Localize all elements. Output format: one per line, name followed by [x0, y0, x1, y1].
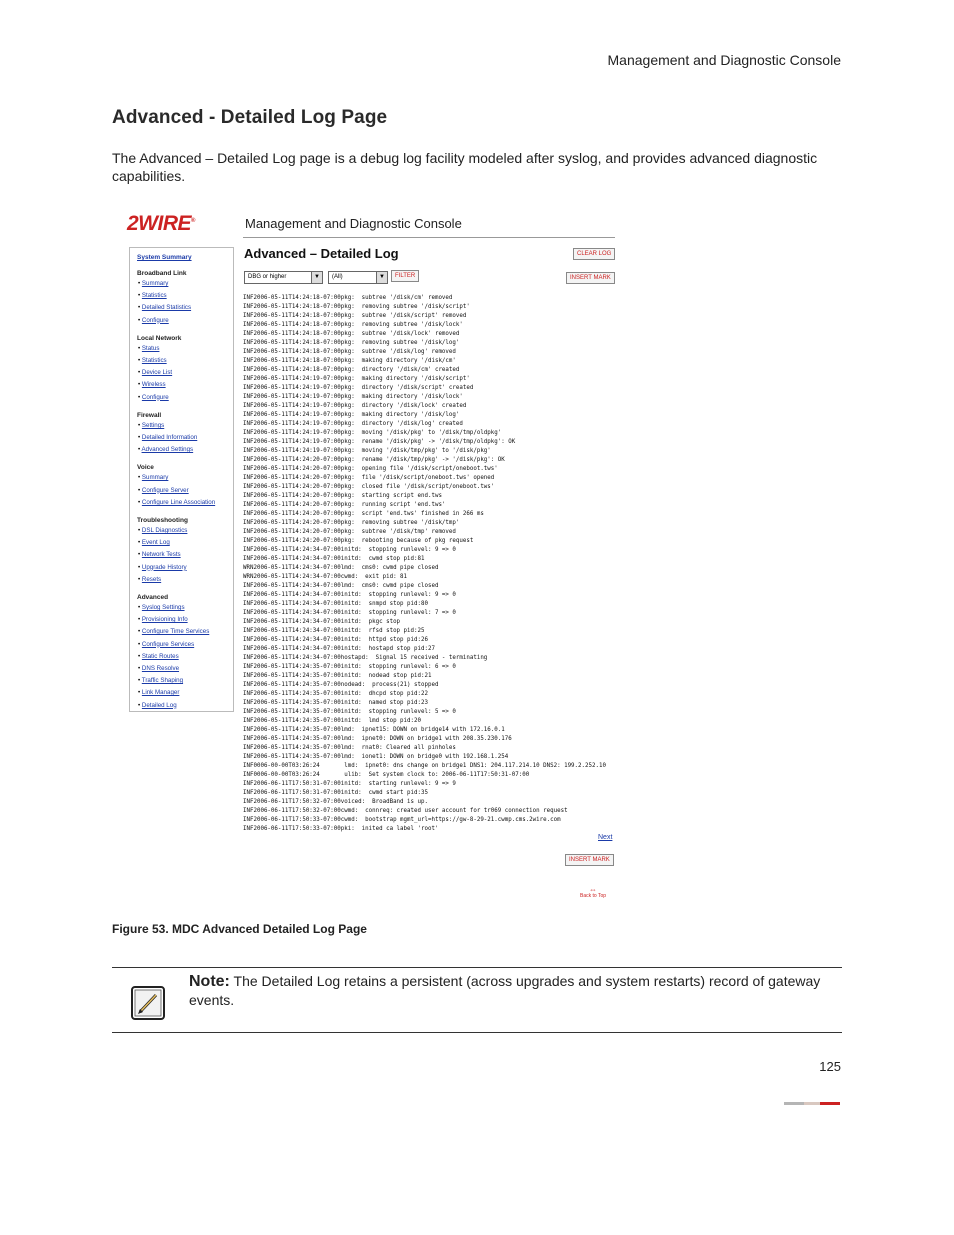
sidebar-item-configure-server[interactable]: • Configure Server — [138, 486, 189, 494]
bullet-icon: • — [138, 280, 142, 287]
bullet-icon: • — [138, 628, 142, 636]
page-heading: Advanced – Detailed Log — [244, 246, 399, 261]
sidebar-item-summary[interactable]: • Summary — [138, 280, 169, 287]
log-line: INF2006-05-11T14:24:20-07:00pkg: rename '/disk/tmp/pkg' -> '/disk/pkg': OK — [243, 457, 505, 463]
header-divider — [243, 237, 615, 238]
bullet-icon: • — [138, 381, 142, 389]
log-line: INF2006-05-11T14:24:34-07:00hostapd: Signal 15 received - terminating — [243, 655, 488, 661]
log-line: WRN2006-05-11T14:24:34-07:00lmd: cms0: cwmd pipe closed — [243, 565, 439, 571]
clear-log-button[interactable]: CLEAR LOG — [573, 248, 615, 260]
log-line: INF2006-05-11T14:24:34-07:00initd: pkgc stop — [243, 619, 401, 625]
bullet-icon: • — [138, 369, 142, 377]
log-line: INF2006-05-11T14:24:34-07:00lmd: cms0: cwmd pipe closed — [243, 583, 439, 589]
log-line: WRN2006-05-11T14:24:34-07:00cwmd: exit pid: 81 — [243, 574, 408, 580]
note-pencil-icon — [130, 985, 166, 1021]
sidebar-section-broadband-link: Broadband Link — [137, 270, 187, 277]
insert-mark-button-bottom[interactable]: INSERT MARK — [565, 854, 614, 866]
bullet-icon: • — [138, 640, 142, 648]
note-text: Note: The Detailed Log retains a persistent (across upgrades and system restarts) record of gateway events. — [189, 973, 821, 1008]
log-line: INF2006-05-11T14:24:18-07:00pkg: directory '/disk/cm' created — [243, 367, 460, 373]
figure-caption: Figure 53. MDC Advanced Detailed Log Page — [112, 922, 367, 936]
bullet-icon: • — [138, 434, 142, 441]
log-line: INF2006-05-11T14:24:35-07:00nodead: process(21) stopped — [243, 682, 439, 688]
log-line: INF0006-00-00T03:26:24 lmd: ipnet0: dns change on bridge1 DNS1: 204.117.214.10 DNS2: 199.2.252.10 — [243, 763, 606, 769]
log-line: INF2006-06-11T17:50:32-07:00cwmd: connreq: created user account for tr069 connection request — [243, 808, 568, 814]
section-title: Advanced - Detailed Log Page — [112, 107, 388, 128]
sidebar-item-provisioning-info[interactable]: • Provisioning Info — [138, 616, 188, 624]
sidebar-section-firewall: Firewall — [137, 411, 162, 419]
bullet-icon: • — [138, 551, 142, 559]
sidebar-item-configure-time-services[interactable]: • Configure Time Services — [138, 628, 210, 636]
bullet-icon: • — [138, 304, 142, 312]
bullet-icon: • — [138, 474, 142, 482]
sidebar-item-wireless[interactable]: • Wireless — [138, 381, 166, 389]
sidebar-item-dsl-diagnostics[interactable]: • DSL Diagnostics — [138, 527, 188, 534]
log-line: INF2006-05-11T14:24:20-07:00pkg: running script 'end.tws' — [243, 502, 446, 508]
log-line: INF2006-06-11T17:50:31-07:00initd: starting runlevel: 9 => 9 — [243, 781, 456, 787]
log-line: INF2006-05-11T14:24:34-07:00initd: stopping runlevel: 9 => 0 — [243, 592, 456, 598]
log-line: INF2006-05-11T14:24:19-07:00pkg: moving '/disk/pkg' to '/disk/tmp/oldpkg' — [243, 430, 502, 436]
log-line: INF2006-06-11T17:50:33-07:00pki: inited ca label 'root' — [243, 826, 439, 832]
log-line: INF2006-05-11T14:24:19-07:00pkg: directory '/disk/lock' created — [243, 403, 467, 409]
chevron-down-icon: ▼ — [311, 272, 322, 283]
log-line: INF2006-05-11T14:24:35-07:00initd: nodead stop pid:21 — [243, 673, 432, 679]
sidebar-item-network-tests[interactable]: • Network Tests — [138, 551, 181, 559]
2wire-logo: 2WIRE® — [127, 212, 195, 235]
bullet-icon: • — [138, 393, 142, 401]
sidebar-item-device-list[interactable]: • Device List — [138, 369, 173, 377]
log-line: INF2006-05-11T14:24:18-07:00pkg: removing subtree '/disk/log' — [243, 340, 460, 346]
log-line: INF2006-05-11T14:24:18-07:00pkg: subtree '/disk/cm' removed — [243, 295, 453, 301]
log-line: INF2006-05-11T14:24:34-07:00initd: httpd stop pid:26 — [243, 637, 428, 643]
log-line: INF2006-06-11T17:50:31-07:00initd: cwmd start pid:35 — [243, 790, 428, 796]
bullet-icon: • — [138, 652, 142, 660]
sidebar-item-advanced-settings[interactable]: • Advanced Settings — [138, 446, 194, 454]
log-line: INF2006-06-11T17:50:33-07:00cwmd: bootstrap mgmt_url=https://gw-8-29-21.cwmp.cms.2wire.com — [243, 817, 561, 823]
bullet-icon: • — [138, 316, 142, 324]
bullet-icon: • — [138, 604, 142, 611]
detailed-log — [243, 294, 606, 834]
sidebar-item-configure-services[interactable]: • Configure Services — [138, 640, 195, 648]
log-line: INF2006-05-11T14:24:35-07:00initd: named stop pid:23 — [243, 700, 428, 706]
footer-accent-bar — [784, 1102, 840, 1105]
bullet-icon: • — [138, 575, 142, 583]
log-line: INF2006-05-11T14:24:34-07:00initd: snmpd stop pid:80 — [243, 601, 428, 607]
bullet-icon: • — [138, 446, 142, 454]
sidebar-section-voice: Voice — [137, 464, 154, 472]
chevron-down-icon: ▼ — [376, 272, 387, 283]
bullet-icon: • — [138, 677, 142, 685]
log-line: INF2006-05-11T14:24:35-07:00initd: stopping runlevel: 5 => 0 — [243, 709, 456, 715]
sidebar-item-configure-line-association[interactable]: • Configure Line Association — [138, 498, 216, 506]
log-line: INF2006-05-11T14:24:20-07:00pkg: script 'end.tws' finished in 266 ms — [243, 511, 484, 517]
log-line: INF2006-05-11T14:24:18-07:00pkg: subtree '/disk/script' removed — [243, 313, 467, 319]
level-select[interactable]: DBG or higher ▼ — [244, 271, 323, 284]
log-line: INF2006-05-11T14:24:35-07:00initd: lmd stop pid:20 — [243, 718, 421, 724]
log-line: INF2006-05-11T14:24:18-07:00pkg: subtree '/disk/lock' removed — [243, 331, 460, 337]
log-line: INF2006-05-11T14:24:20-07:00pkg: closed file '/disk/script/oneboot.tws' — [243, 484, 495, 490]
log-line: INF0006-00-00T03:26:24 ulib: Set system clock to: 2006-06-11T17:50:31-07:00 — [243, 772, 530, 778]
log-line: INF2006-05-11T14:24:19-07:00pkg: directory '/disk/log' created — [243, 421, 463, 427]
sidebar-item-status[interactable]: • Status — [138, 344, 160, 352]
bullet-icon: • — [138, 701, 142, 709]
bullet-icon: • — [138, 344, 142, 352]
sidebar-item-configure[interactable]: • Configure — [138, 316, 169, 324]
sidebar-item-configure[interactable]: • Configure — [138, 393, 169, 401]
log-line: INF2006-05-11T14:24:34-07:00initd: rfsd stop pid:25 — [243, 628, 425, 634]
note-divider-top — [112, 967, 842, 968]
sidebar-item-dns-resolve[interactable]: • DNS Resolve — [138, 665, 180, 672]
log-line: INF2006-06-11T17:50:32-07:00voiced: BroadBand is up. — [243, 799, 428, 805]
log-line: INF2006-05-11T14:24:19-07:00pkg: making directory '/disk/script' — [243, 376, 470, 382]
log-line: INF2006-05-11T14:24:35-07:00lmd: rnat0: Cleared all pinholes — [243, 745, 456, 751]
sidebar-item-settings[interactable]: • Settings — [138, 421, 165, 429]
bullet-icon: • — [138, 292, 142, 300]
up-arrow-icon: ⇔ — [589, 885, 598, 894]
sidebar-item-resets[interactable]: • Resets — [138, 575, 162, 583]
sidebar-item-detailed-log[interactable]: • Detailed Log — [138, 701, 177, 709]
bullet-icon: • — [138, 498, 142, 506]
sidebar-item-traffic-shaping[interactable]: • Traffic Shaping — [138, 677, 184, 685]
bullet-icon: • — [138, 421, 142, 429]
log-line: INF2006-05-11T14:24:19-07:00pkg: rename '/disk/pkg' -> '/disk/tmp/oldpkg': OK — [243, 439, 516, 445]
sidebar-item-statistics[interactable]: • Statistics — [138, 357, 167, 364]
log-line: INF2006-05-11T14:24:35-07:00lmd: ionet1: DOWN on bridge0 with 192.168.1.254 — [243, 754, 509, 760]
sidebar-item-event-log[interactable]: • Event Log — [138, 539, 170, 547]
sidebar-item-link-manager[interactable]: • Link Manager — [138, 689, 180, 697]
log-line: INF2006-05-11T14:24:20-07:00pkg: opening file '/disk/script/oneboot.tws' — [243, 466, 498, 472]
log-line: INF2006-05-11T14:24:35-07:00lmd: ipnet0: DOWN on bridge1 with 208.35.230.176 — [243, 736, 512, 742]
log-line: INF2006-05-11T14:24:18-07:00pkg: removing subtree '/disk/lock' — [243, 322, 463, 328]
log-line: INF2006-05-11T14:24:18-07:00pkg: making directory '/disk/cm' — [243, 358, 456, 364]
log-line: INF2006-05-11T14:24:18-07:00pkg: subtree '/disk/log' removed — [243, 349, 456, 355]
sidebar-item-system-summary[interactable]: System Summary — [137, 254, 192, 261]
bullet-icon: • — [138, 665, 142, 672]
sidebar-item-upgrade-history[interactable]: • Upgrade History — [138, 563, 187, 571]
log-line: INF2006-05-11T14:24:18-07:00pkg: removing subtree '/disk/script' — [243, 304, 470, 310]
console-title: Management and Diagnostic Console — [245, 216, 462, 231]
sidebar-item-statistics[interactable]: • Statistics — [138, 292, 167, 300]
log-line: INF2006-05-11T14:24:19-07:00pkg: making directory '/disk/lock' — [243, 394, 463, 400]
log-line: INF2006-05-11T14:24:20-07:00pkg: rebooting because of pkg request — [243, 538, 474, 544]
bullet-icon: • — [138, 486, 142, 494]
bullet-icon: • — [138, 616, 142, 624]
log-line: INF2006-05-11T14:24:35-07:00initd: dhcpd stop pid:22 — [243, 691, 428, 697]
log-line: INF2006-05-11T14:24:20-07:00pkg: removing subtree '/disk/tmp' — [243, 520, 460, 526]
sidebar-nav — [129, 247, 234, 712]
page-number: 125 — [819, 1059, 841, 1074]
log-line: INF2006-05-11T14:24:34-07:00initd: stopping runlevel: 7 => 0 — [243, 610, 456, 616]
log-line: INF2006-05-11T14:24:34-07:00initd: cwmd stop pid:81 — [243, 556, 425, 562]
log-line: INF2006-05-11T14:24:35-07:00lmd: ipnet15: DOWN on bridge14 with 172.16.0.1 — [243, 727, 505, 733]
insert-mark-button[interactable]: INSERT MARK — [566, 272, 615, 284]
bullet-icon: • — [138, 689, 142, 697]
bullet-icon: • — [138, 563, 142, 571]
bullet-icon: • — [138, 539, 142, 547]
back-to-top-link[interactable]: ⇔ Back to Top — [580, 885, 607, 899]
note-divider-bottom — [112, 1032, 842, 1033]
sidebar-item-static-routes[interactable]: • Static Routes — [138, 652, 179, 660]
log-line: INF2006-05-11T14:24:19-07:00pkg: directory '/disk/script' created — [243, 385, 474, 391]
log-line: INF2006-05-11T14:24:20-07:00pkg: subtree '/disk/tmp' removed — [243, 529, 456, 535]
bullet-icon: • — [138, 357, 142, 364]
filter-button[interactable]: FILTER — [391, 270, 419, 282]
next-link[interactable]: Next — [598, 834, 613, 841]
sidebar-section-troubleshooting: Troubleshooting — [137, 517, 188, 524]
sidebar-item-detailed-statistics[interactable]: • Detailed Statistics — [138, 304, 192, 312]
sidebar-item-summary[interactable]: • Summary — [138, 474, 169, 482]
log-line: INF2006-05-11T14:24:20-07:00pkg: file '/disk/script/oneboot.tws' opened — [243, 475, 495, 481]
sidebar-section-local-network: Local Network — [137, 334, 182, 342]
running-header: Management and Diagnostic Console — [607, 52, 841, 68]
intro-paragraph: The Advanced – Detailed Log page is a debug log facility modeled after syslog, and provides advanced diagnostic capabilities. — [112, 150, 818, 184]
sidebar-item-detailed-information[interactable]: • Detailed Information — [138, 434, 198, 441]
sidebar-section-advanced: Advanced — [137, 594, 169, 601]
log-line: INF2006-05-11T14:24:34-07:00initd: stopping runlevel: 9 => 0 — [243, 547, 456, 553]
sidebar-item-syslog-settings[interactable]: • Syslog Settings — [138, 604, 185, 611]
source-select[interactable]: (All) ▼ — [328, 271, 388, 284]
log-line: INF2006-05-11T14:24:20-07:00pkg: starting script end.tws — [243, 493, 442, 499]
log-line: INF2006-05-11T14:24:35-07:00initd: stopping runlevel: 6 => 0 — [243, 664, 456, 670]
log-line: INF2006-05-11T14:24:19-07:00pkg: moving '/disk/tmp/pkg' to '/disk/pkg' — [243, 448, 491, 454]
log-line: INF2006-05-11T14:24:19-07:00pkg: making directory '/disk/log' — [243, 412, 460, 418]
bullet-icon: • — [138, 527, 142, 534]
mdc-screenshot — [125, 210, 620, 900]
log-line: INF2006-05-11T14:24:34-07:00initd: hostapd stop pid:27 — [243, 646, 435, 652]
